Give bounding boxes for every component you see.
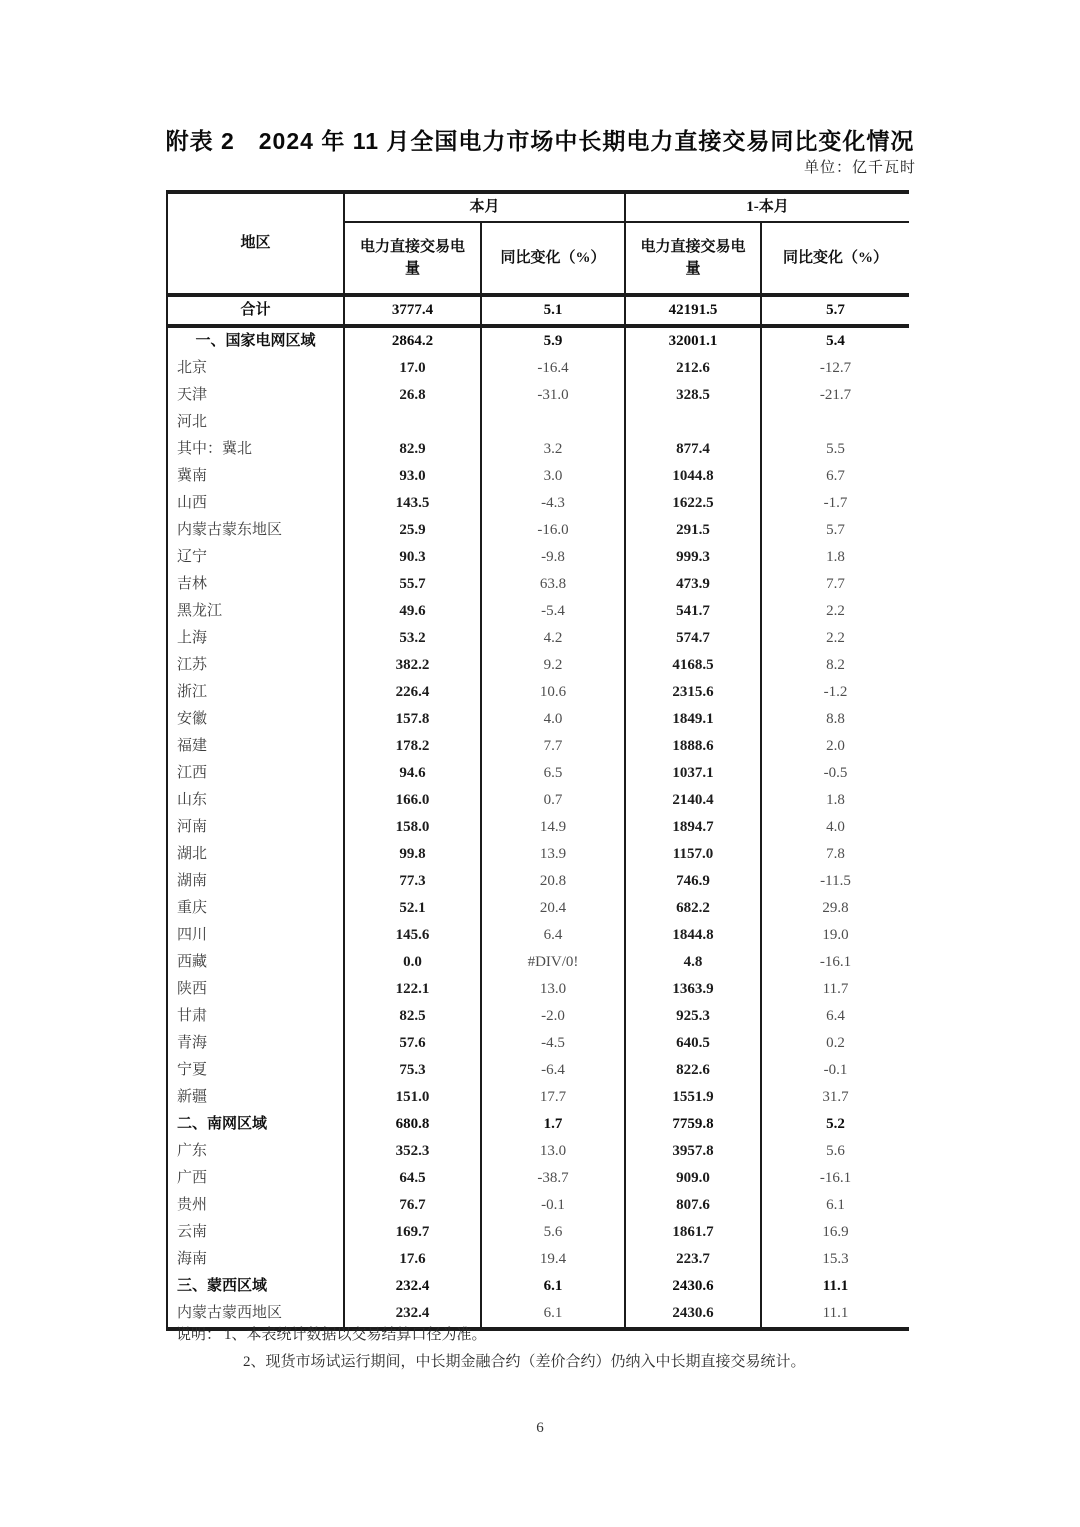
cumulative-volume-cell: 640.5 (625, 1030, 761, 1057)
table-row (167, 733, 909, 760)
table-row (167, 436, 909, 463)
cumulative-volume-cell: 1844.8 (625, 922, 761, 949)
monthly-volume-cell: 232.4 (344, 1273, 481, 1300)
monthly-volume-cell: 157.8 (344, 706, 481, 733)
region-cell: 宁夏 (167, 1057, 344, 1084)
table-row (167, 490, 909, 517)
cumulative-volume-cell: 2430.6 (625, 1300, 761, 1329)
monthly-yoy-cell: 13.0 (481, 1138, 625, 1165)
monthly-yoy-cell: -5.4 (481, 598, 625, 625)
monthly-volume-cell: 57.6 (344, 1030, 481, 1057)
cumulative-yoy-cell: 5.7 (761, 295, 909, 326)
cumulative-yoy-cell: -11.5 (820, 873, 851, 889)
note-line-2: 2、现货市场试运行期间，中长期金融合约（差价合约）仍纳入中长期直接交易统计。 (243, 1354, 806, 1370)
cumulative-yoy-cell: 5.4 (826, 333, 845, 349)
cumulative-volume-cell: 682.2 (625, 895, 761, 922)
table-row (167, 625, 909, 652)
cumulative-volume-cell: 212.6 (625, 355, 761, 382)
table-row (167, 976, 909, 1003)
cumulative-yoy-cell: -16.1 (819, 954, 852, 970)
cumulative-volume-cell: 1363.9 (625, 976, 761, 1003)
monthly-volume-cell: 25.9 (344, 517, 481, 544)
monthly-yoy-cell: 6.1 (481, 1273, 625, 1300)
table-row (167, 922, 909, 949)
table-row (167, 787, 909, 814)
table-row (167, 463, 909, 490)
cumulative-yoy-cell: 16.9 (822, 1224, 849, 1240)
monthly-volume-cell: 145.6 (344, 922, 481, 949)
cumulative-yoy-cell: 2.0 (826, 738, 845, 754)
region-cell: 江苏 (167, 652, 344, 679)
cumulative-volume-cell: 2140.4 (625, 787, 761, 814)
table-row (167, 949, 909, 976)
monthly-volume-cell (344, 409, 481, 436)
cumulative-volume-cell: 1157.0 (625, 841, 761, 868)
monthly-yoy-cell: 63.8 (481, 571, 625, 598)
total-row (167, 295, 909, 326)
cumulative-yoy-cell: -1.7 (823, 495, 848, 511)
section-row (167, 1111, 909, 1138)
region-cell: 西藏 (167, 949, 344, 976)
region-cell: 山东 (167, 787, 344, 814)
monthly-yoy-cell: 5.1 (481, 295, 625, 326)
table-row (167, 1003, 909, 1030)
monthly-volume-cell: 76.7 (344, 1192, 481, 1219)
monthly-volume-cell: 382.2 (344, 652, 481, 679)
region-cell: 一、国家电网区域 (167, 326, 344, 355)
cumulative-volume-cell: 1894.7 (625, 814, 761, 841)
cumulative-volume-cell: 822.6 (625, 1057, 761, 1084)
cumulative-yoy-cell: -0.1 (823, 1062, 848, 1078)
monthly-volume-cell: 151.0 (344, 1084, 481, 1111)
region-cell: 云南 (167, 1219, 344, 1246)
cumulative-yoy-cell: -21.7 (819, 387, 852, 403)
note-item-1: 1、本表统计数据以交易结算口径为准。 (224, 1327, 487, 1343)
monthly-yoy-cell: 7.7 (481, 733, 625, 760)
monthly-yoy-cell: -6.4 (481, 1057, 625, 1084)
table-row (167, 382, 909, 409)
monthly-volume-cell: 169.7 (344, 1219, 481, 1246)
table-row (167, 517, 909, 544)
table-row (167, 409, 909, 436)
col-header-yoy-current: 同比变化（%） (481, 222, 625, 295)
section-row (167, 1273, 909, 1300)
cumulative-volume-cell (625, 409, 761, 436)
cumulative-yoy-cell: 6.4 (826, 1008, 845, 1024)
monthly-volume-cell: 0.0 (344, 949, 481, 976)
table-header (167, 192, 909, 295)
cumulative-yoy-cell: 5.7 (826, 522, 845, 538)
cumulative-volume-cell: 909.0 (625, 1165, 761, 1192)
monthly-yoy-cell: 20.4 (481, 895, 625, 922)
monthly-volume-cell: 680.8 (344, 1111, 481, 1138)
monthly-volume-cell: 82.9 (344, 436, 481, 463)
table-body (167, 295, 909, 1329)
region-cell: 广西 (167, 1165, 344, 1192)
cumulative-yoy-cell: 11.1 (822, 1278, 849, 1294)
cumulative-volume-cell: 2315.6 (625, 679, 761, 706)
monthly-volume-cell: 49.6 (344, 598, 481, 625)
table-row (167, 814, 909, 841)
monthly-volume-cell: 77.3 (344, 868, 481, 895)
cumulative-volume-cell: 1861.7 (625, 1219, 761, 1246)
monthly-yoy-cell: 3.2 (481, 436, 625, 463)
monthly-yoy-cell: -16.4 (481, 355, 625, 382)
monthly-yoy-cell: 13.0 (481, 976, 625, 1003)
table-wrap (166, 190, 909, 1331)
region-cell: 新疆 (167, 1084, 344, 1111)
region-cell: 黑龙江 (167, 598, 344, 625)
monthly-yoy-cell: -31.0 (481, 382, 625, 409)
cumulative-volume-cell: 473.9 (625, 571, 761, 598)
cumulative-volume-cell: 291.5 (625, 517, 761, 544)
table-row (167, 1057, 909, 1084)
col-header-volume-cumulative: 电力直接交易电量 (625, 222, 761, 295)
monthly-yoy-cell: -38.7 (481, 1165, 625, 1192)
table-row (167, 1138, 909, 1165)
region-cell: 湖南 (167, 868, 344, 895)
monthly-volume-cell: 2864.2 (344, 326, 481, 355)
cumulative-yoy-cell: 1.8 (826, 549, 845, 565)
region-cell: 湖北 (167, 841, 344, 868)
monthly-yoy-cell: -2.0 (481, 1003, 625, 1030)
monthly-volume-cell: 166.0 (344, 787, 481, 814)
cumulative-volume-cell: 4.8 (625, 949, 761, 976)
region-cell: 河北 (167, 409, 344, 436)
monthly-yoy-cell: 5.6 (481, 1219, 625, 1246)
monthly-yoy-cell: 13.9 (481, 841, 625, 868)
page-number: 6 (536, 1420, 544, 1436)
monthly-volume-cell: 143.5 (344, 490, 481, 517)
header-group-row (167, 192, 909, 222)
monthly-yoy-cell: 14.9 (481, 814, 625, 841)
monthly-yoy-cell: 4.0 (481, 706, 625, 733)
cumulative-yoy-cell: -0.5 (823, 765, 848, 781)
note-line-1 (176, 1322, 806, 1349)
table-row (167, 1165, 909, 1192)
cumulative-volume-cell: 1849.1 (625, 706, 761, 733)
cumulative-volume-cell: 1044.8 (625, 463, 761, 490)
monthly-yoy-cell: 9.2 (481, 652, 625, 679)
cumulative-volume-cell: 7759.8 (625, 1111, 761, 1138)
monthly-yoy-cell: -4.3 (481, 490, 625, 517)
table-row (167, 1246, 909, 1273)
table-row (167, 841, 909, 868)
monthly-volume-cell: 53.2 (344, 625, 481, 652)
table-row (167, 1219, 909, 1246)
cumulative-volume-cell: 999.3 (625, 544, 761, 571)
cumulative-yoy-cell: 5.2 (826, 1116, 845, 1132)
region-cell: 北京 (167, 355, 344, 382)
cumulative-volume-cell: 2430.6 (625, 1273, 761, 1300)
monthly-volume-cell: 52.1 (344, 895, 481, 922)
cumulative-volume-cell: 1622.5 (625, 490, 761, 517)
monthly-volume-cell: 75.3 (344, 1057, 481, 1084)
region-cell: 浙江 (167, 679, 344, 706)
region-cell: 天津 (167, 382, 344, 409)
cumulative-volume-cell: 1888.6 (625, 733, 761, 760)
page-title: 附表 2 2024 年 11 月全国电力市场中长期电力直接交易同比变化情况 (165, 128, 915, 154)
monthly-yoy-cell: 4.2 (481, 625, 625, 652)
monthly-volume-cell: 232.4 (344, 1300, 481, 1329)
monthly-volume-cell: 122.1 (344, 976, 481, 1003)
region-cell: 二、南网区域 (167, 1111, 344, 1138)
monthly-volume-cell: 3777.4 (344, 295, 481, 326)
cumulative-yoy-cell: 2.2 (826, 630, 845, 646)
region-cell: 海南 (167, 1246, 344, 1273)
monthly-volume-cell: 352.3 (344, 1138, 481, 1165)
monthly-yoy-cell: 6.4 (481, 922, 625, 949)
cumulative-yoy-cell: 7.7 (826, 576, 845, 592)
cumulative-volume-cell: 3957.8 (625, 1138, 761, 1165)
monthly-volume-cell: 99.8 (344, 841, 481, 868)
monthly-yoy-cell: 10.6 (481, 679, 625, 706)
cumulative-yoy-cell: 11.1 (822, 1305, 849, 1321)
table-row (167, 1084, 909, 1111)
section-row (167, 326, 909, 355)
region-cell: 内蒙古蒙东地区 (167, 517, 344, 544)
col-header-region: 地区 (167, 192, 344, 295)
cumulative-yoy-cell: 6.1 (826, 1197, 845, 1213)
table-row (167, 598, 909, 625)
monthly-yoy-cell: 0.7 (481, 787, 625, 814)
cumulative-yoy-cell: 19.0 (822, 927, 849, 943)
cumulative-volume-cell: 32001.1 (625, 326, 761, 355)
cumulative-volume-cell: 877.4 (625, 436, 761, 463)
region-cell: 福建 (167, 733, 344, 760)
cumulative-yoy-cell: -16.1 (819, 1170, 852, 1186)
cumulative-yoy-cell: -12.7 (819, 360, 852, 376)
region-cell: 冀南 (167, 463, 344, 490)
region-cell: 青海 (167, 1030, 344, 1057)
table-row (167, 706, 909, 733)
region-cell: 甘肃 (167, 1003, 344, 1030)
cumulative-volume-cell: 541.7 (625, 598, 761, 625)
monthly-yoy-cell (481, 409, 625, 436)
cumulative-yoy-cell (761, 409, 909, 436)
cumulative-yoy-cell: 31.7 (822, 1089, 849, 1105)
cumulative-yoy-cell: 7.8 (826, 846, 845, 862)
notes-label: 说明： (176, 1327, 222, 1343)
monthly-volume-cell: 17.6 (344, 1246, 481, 1273)
table-row (167, 1030, 909, 1057)
monthly-volume-cell: 17.0 (344, 355, 481, 382)
table-row (167, 868, 909, 895)
unit-label: 单位：亿千瓦时 (803, 160, 916, 176)
cumulative-yoy-cell: 5.5 (826, 441, 845, 457)
region-cell: 四川 (167, 922, 344, 949)
table-row (167, 679, 909, 706)
region-cell: 山西 (167, 490, 344, 517)
cumulative-volume-cell: 1551.9 (625, 1084, 761, 1111)
table-row (167, 1192, 909, 1219)
monthly-yoy-cell: 6.5 (481, 760, 625, 787)
cumulative-yoy-cell: 0.2 (826, 1035, 845, 1051)
cumulative-yoy-cell: 6.7 (826, 468, 845, 484)
monthly-yoy-cell: 17.7 (481, 1084, 625, 1111)
monthly-volume-cell: 93.0 (344, 463, 481, 490)
monthly-yoy-cell: 3.0 (481, 463, 625, 490)
cumulative-volume-cell: 807.6 (625, 1192, 761, 1219)
region-cell: 上海 (167, 625, 344, 652)
region-cell: 三、蒙西区域 (167, 1273, 344, 1300)
monthly-yoy-cell: 1.7 (481, 1111, 625, 1138)
cumulative-yoy-cell: -1.2 (823, 684, 848, 700)
monthly-yoy-cell: -4.5 (481, 1030, 625, 1057)
cumulative-yoy-cell: 11.7 (822, 981, 849, 997)
cumulative-volume-cell: 328.5 (625, 382, 761, 409)
cumulative-volume-cell: 42191.5 (625, 295, 761, 326)
monthly-yoy-cell: -0.1 (481, 1192, 625, 1219)
cumulative-volume-cell: 1037.1 (625, 760, 761, 787)
region-cell: 重庆 (167, 895, 344, 922)
monthly-volume-cell: 178.2 (344, 733, 481, 760)
region-cell: 广东 (167, 1138, 344, 1165)
cumulative-yoy-cell: 2.2 (826, 603, 845, 619)
power-trading-table (166, 190, 909, 1331)
cumulative-yoy-cell: 8.2 (826, 657, 845, 673)
notes (176, 1322, 806, 1376)
cumulative-yoy-cell: 5.6 (826, 1143, 845, 1159)
cumulative-volume-cell: 925.3 (625, 1003, 761, 1030)
region-cell: 辽宁 (167, 544, 344, 571)
region-cell: 河南 (167, 814, 344, 841)
monthly-volume-cell: 64.5 (344, 1165, 481, 1192)
table-row (167, 355, 909, 382)
cumulative-yoy-cell: 29.8 (822, 900, 849, 916)
monthly-yoy-cell: 6.1 (481, 1300, 625, 1329)
region-cell: 合计 (167, 295, 344, 326)
table-row (167, 652, 909, 679)
region-cell: 陕西 (167, 976, 344, 1003)
table-row (167, 544, 909, 571)
region-cell: 吉林 (167, 571, 344, 598)
cumulative-volume-cell: 746.9 (625, 868, 761, 895)
col-header-year-to-month: 1-本月 (625, 192, 909, 222)
monthly-yoy-cell: 5.9 (481, 326, 625, 355)
monthly-volume-cell: 94.6 (344, 760, 481, 787)
monthly-yoy-cell: 20.8 (481, 868, 625, 895)
col-header-volume-current: 电力直接交易电量 (344, 222, 481, 295)
region-cell: 内蒙古蒙西地区 (167, 1300, 344, 1329)
monthly-yoy-cell: 19.4 (481, 1246, 625, 1273)
monthly-volume-cell: 26.8 (344, 382, 481, 409)
table-row (167, 571, 909, 598)
table-row (167, 895, 909, 922)
monthly-yoy-cell: -16.0 (481, 517, 625, 544)
monthly-volume-cell: 90.3 (344, 544, 481, 571)
monthly-volume-cell: 55.7 (344, 571, 481, 598)
monthly-yoy-cell: -9.8 (481, 544, 625, 571)
monthly-volume-cell: 82.5 (344, 1003, 481, 1030)
region-cell: 贵州 (167, 1192, 344, 1219)
region-cell: 其中：冀北 (167, 436, 344, 463)
cumulative-yoy-cell: 15.3 (822, 1251, 849, 1267)
monthly-volume-cell: 158.0 (344, 814, 481, 841)
cumulative-volume-cell: 574.7 (625, 625, 761, 652)
col-header-yoy-cumulative: 同比变化（%） (761, 222, 909, 295)
region-cell: 江西 (167, 760, 344, 787)
cumulative-yoy-cell: 4.0 (826, 819, 845, 835)
cumulative-volume-cell: 223.7 (625, 1246, 761, 1273)
col-header-current-month: 本月 (344, 192, 625, 222)
cumulative-volume-cell: 4168.5 (625, 652, 761, 679)
cumulative-yoy-cell: 1.8 (826, 792, 845, 808)
monthly-yoy-cell: #DIV/0! (481, 949, 625, 976)
cumulative-yoy-cell: 8.8 (826, 711, 845, 727)
table-row (167, 760, 909, 787)
region-cell: 安徽 (167, 706, 344, 733)
monthly-volume-cell: 226.4 (344, 679, 481, 706)
